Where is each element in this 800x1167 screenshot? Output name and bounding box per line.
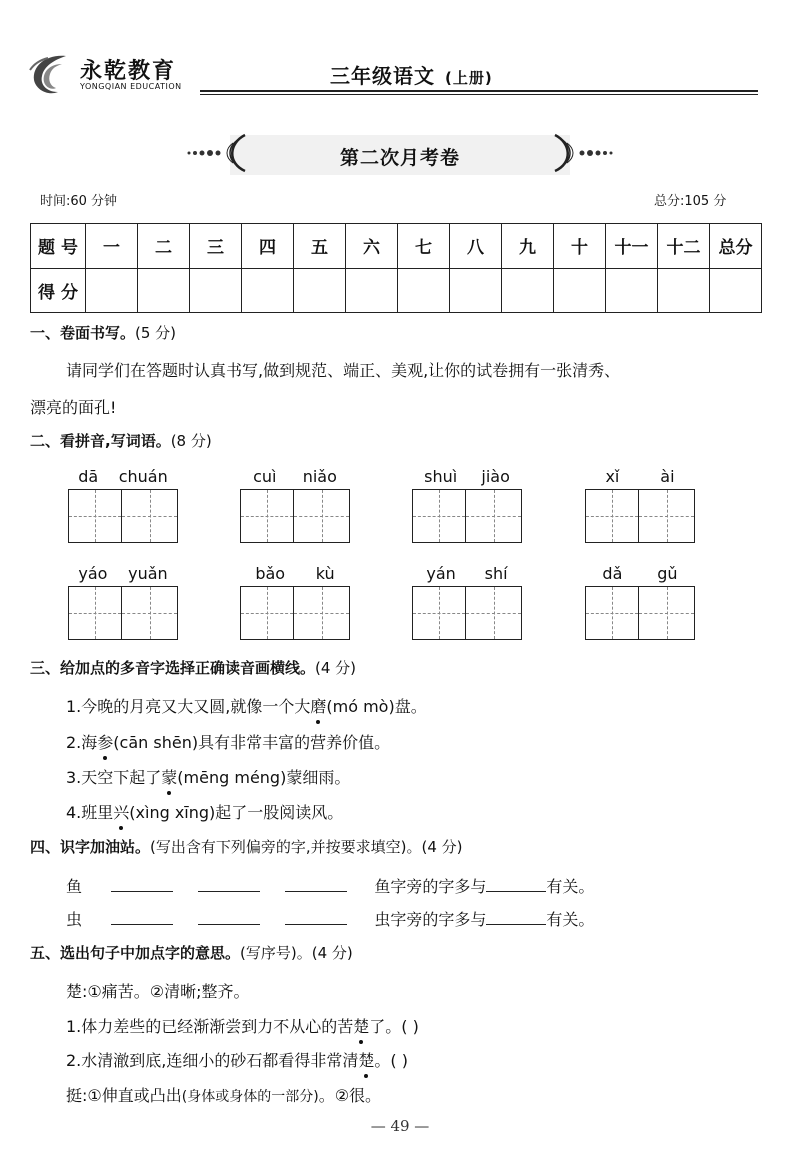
pinyin-syllable: kù <box>315 564 335 583</box>
question-text: 2.水清澈到底,连细小的砂石都看得非常清 <box>66 1051 359 1070</box>
definition-note: (身体或身体的一部分) <box>181 1089 319 1105</box>
definition-text: 。②很。 <box>318 1086 382 1105</box>
question-number-label: 题 号 <box>31 224 86 269</box>
score-cell[interactable] <box>554 268 606 313</box>
pinyin-syllable: yuǎn <box>128 564 168 583</box>
score-entry-row <box>31 268 762 313</box>
writing-cell[interactable] <box>240 586 294 640</box>
writing-grid <box>240 489 350 543</box>
s4-row-2 <box>66 907 594 930</box>
header-rule <box>200 90 758 92</box>
writing-cell[interactable] <box>412 489 466 543</box>
score-col-header: 六 <box>346 224 398 269</box>
radical: 鱼 <box>66 877 83 896</box>
exam-time: 时间:60 分钟 <box>40 194 118 209</box>
score-col-header: 八 <box>450 224 502 269</box>
score-col-header: 二 <box>138 224 190 269</box>
dotted-char: 参 <box>97 730 113 753</box>
section-1-line2: 漂亮的面孔! <box>30 398 117 417</box>
question-text: 4.班里 <box>66 803 114 822</box>
question-options[interactable]: (cān shēn)具有非常丰富的营养价值。 <box>113 733 391 752</box>
pinyin-row <box>240 467 350 489</box>
pinyin-syllable: ài <box>660 467 675 486</box>
score-col-header: 十二 <box>658 224 710 269</box>
writing-cell[interactable] <box>466 489 522 543</box>
pinyin-row <box>240 564 350 586</box>
pinyin-word <box>412 467 522 543</box>
section-5-note: (写序号)。(4 分) <box>240 944 353 962</box>
section-3-heading <box>30 657 356 678</box>
s5-definition-1: 楚:①痛苦。②清晰;整齐。 <box>66 982 250 1001</box>
ornament-right-icon <box>545 133 615 173</box>
score-col-header: 九 <box>502 224 554 269</box>
s3-question-1 <box>66 694 427 717</box>
pinyin-word <box>240 564 350 640</box>
answer-blank[interactable] <box>198 891 260 892</box>
book-title <box>330 60 493 89</box>
pinyin-syllable: gǔ <box>657 564 678 583</box>
s5-question-2 <box>66 1048 408 1071</box>
pinyin-syllable: dā <box>78 467 99 486</box>
writing-grid <box>412 586 522 640</box>
writing-cell[interactable] <box>412 586 466 640</box>
s5-question-1 <box>66 1014 419 1037</box>
section-5-title: 五、选出句子中加点字的意思。 <box>30 944 241 962</box>
writing-cell[interactable] <box>585 586 639 640</box>
score-col-header: 三 <box>190 224 242 269</box>
pinyin-word <box>68 564 178 640</box>
score-cell[interactable] <box>502 268 554 313</box>
section-2-title: 二、看拼音,写词语。 <box>30 432 171 450</box>
fill-prompt: 虫字旁的字多与 <box>374 910 487 929</box>
section-5-heading <box>30 942 353 963</box>
dotted-char: 磨 <box>310 694 326 717</box>
writing-grid <box>412 489 522 543</box>
pinyin-word <box>585 564 695 640</box>
page-number: — 49 — <box>370 1117 430 1135</box>
writing-cell[interactable] <box>639 586 695 640</box>
section-3-title: 三、给加点的多音字选择正确读音画横线。 <box>30 659 316 677</box>
question-text: 1.体力差些的已经渐渐尝到力不从心的苦 <box>66 1017 354 1036</box>
score-cell[interactable] <box>86 268 138 313</box>
answer-bracket[interactable]: 了。( ) <box>369 1017 419 1036</box>
score-col-header: 五 <box>294 224 346 269</box>
score-cell[interactable] <box>606 268 658 313</box>
score-cell[interactable] <box>242 268 294 313</box>
s3-question-2 <box>66 730 390 753</box>
score-col-header: 十一 <box>606 224 658 269</box>
answer-blank[interactable] <box>285 924 347 925</box>
pinyin-row <box>412 564 522 586</box>
score-col-header: 一 <box>86 224 138 269</box>
pinyin-syllable: shuì <box>424 467 458 486</box>
answer-blank[interactable] <box>486 924 546 925</box>
answer-blank[interactable] <box>285 891 347 892</box>
pinyin-syllable: yán <box>426 564 456 583</box>
ornament-left-icon <box>185 133 255 173</box>
section-1-line1: 请同学们在答题时认真书写,做到规范、端正、美观,让你的试卷拥有一张清秀、 <box>66 361 621 380</box>
pinyin-word <box>412 564 522 640</box>
score-cell[interactable] <box>658 268 710 313</box>
section-1-heading <box>30 322 176 343</box>
pinyin-syllable: dǎ <box>602 564 623 583</box>
writing-grid <box>585 489 695 543</box>
writing-cell[interactable] <box>585 489 639 543</box>
section-3-points: (4 分) <box>315 659 357 677</box>
score-header-row <box>31 224 762 269</box>
score-cell[interactable] <box>294 268 346 313</box>
question-options[interactable]: (xìng xīng)起了一股阅读风。 <box>129 803 344 822</box>
section-4-heading <box>30 836 463 857</box>
question-text: 3.天空下起了 <box>66 768 162 787</box>
question-options[interactable]: (mó mò)盘。 <box>326 697 427 716</box>
fill-suffix: 有关。 <box>546 877 595 896</box>
question-options[interactable]: (mēng méng)蒙细雨。 <box>177 768 351 787</box>
header-rule-thin <box>200 94 758 95</box>
writing-grid <box>68 586 178 640</box>
pinyin-row <box>68 467 178 489</box>
score-cell[interactable] <box>138 268 190 313</box>
writing-cell[interactable] <box>68 489 122 543</box>
writing-grid <box>68 489 178 543</box>
score-label: 得 分 <box>31 268 86 313</box>
pinyin-word <box>585 467 695 543</box>
question-text: 2.海 <box>66 733 98 752</box>
score-col-header: 十 <box>554 224 606 269</box>
score-col-header: 四 <box>242 224 294 269</box>
logo-swirl-icon <box>26 50 72 98</box>
writing-cell[interactable] <box>122 489 178 543</box>
writing-cell[interactable] <box>294 586 350 640</box>
score-cell[interactable] <box>450 268 502 313</box>
s3-question-4 <box>66 800 343 823</box>
score-cell[interactable] <box>710 268 762 313</box>
pinyin-row <box>412 467 522 489</box>
pinyin-syllable: niǎo <box>302 467 337 486</box>
writing-cell[interactable] <box>294 489 350 543</box>
answer-bracket[interactable]: 。( ) <box>374 1051 408 1070</box>
book-volume: (上册) <box>445 69 493 87</box>
answer-blank[interactable] <box>111 924 173 925</box>
dotted-char: 楚 <box>358 1048 374 1071</box>
score-cell[interactable] <box>346 268 398 313</box>
answer-blank[interactable] <box>486 891 546 892</box>
dotted-char: 蒙 <box>161 765 177 788</box>
writing-cell[interactable] <box>122 586 178 640</box>
score-col-header: 总分 <box>710 224 762 269</box>
brand-name: 永乾教育 <box>80 58 177 84</box>
section-1-points: (5 分) <box>135 324 177 342</box>
section-1-title: 一、卷面书写。 <box>30 324 136 342</box>
score-col-header: 七 <box>398 224 450 269</box>
writing-cell[interactable] <box>466 586 522 640</box>
question-text: 1.今晚的月亮又大又圆,就像一个大 <box>66 697 311 716</box>
pinyin-syllable: jiào <box>481 467 510 486</box>
section-2-heading <box>30 430 212 451</box>
score-cell[interactable] <box>190 268 242 313</box>
fill-prompt: 鱼字旁的字多与 <box>374 877 487 896</box>
dotted-char: 楚 <box>353 1014 369 1037</box>
pinyin-syllable: chuán <box>118 467 168 486</box>
pinyin-row <box>585 564 695 586</box>
writing-grid <box>240 586 350 640</box>
brand-name-en: YONGQIAN EDUCATION <box>80 82 182 91</box>
pinyin-word <box>68 467 178 543</box>
dotted-char: 兴 <box>113 800 129 823</box>
writing-cell[interactable] <box>240 489 294 543</box>
score-table <box>30 223 762 313</box>
pinyin-syllable: cuì <box>253 467 277 486</box>
s4-row-1 <box>66 874 594 897</box>
writing-cell[interactable] <box>639 489 695 543</box>
radical: 虫 <box>66 910 83 929</box>
writing-cell[interactable] <box>68 586 122 640</box>
s5-definition-2 <box>66 1083 381 1106</box>
book-title-text: 三年级语文 <box>330 64 435 88</box>
answer-blank[interactable] <box>111 891 173 892</box>
section-2-points: (8 分) <box>170 432 212 450</box>
fill-suffix: 有关。 <box>546 910 595 929</box>
pinyin-row <box>585 467 695 489</box>
answer-blank[interactable] <box>198 924 260 925</box>
s3-question-3 <box>66 765 350 788</box>
pinyin-syllable: bǎo <box>255 564 286 583</box>
writing-grid <box>585 586 695 640</box>
pinyin-syllable: xǐ <box>605 467 620 486</box>
section-4-note: (写出含有下列偏旁的字,并按要求填空)。(4 分) <box>150 838 463 856</box>
pinyin-word <box>240 467 350 543</box>
pinyin-row <box>68 564 178 586</box>
exam-total-score: 总分:105 分 <box>654 194 727 209</box>
score-cell[interactable] <box>398 268 450 313</box>
definition-text: 挺:①伸直或凸出 <box>66 1086 182 1105</box>
pinyin-syllable: shí <box>484 564 508 583</box>
pinyin-syllable: yáo <box>78 564 108 583</box>
section-4-title: 四、识字加油站。 <box>30 838 151 856</box>
exam-title: 第二次月考卷 <box>339 147 460 169</box>
